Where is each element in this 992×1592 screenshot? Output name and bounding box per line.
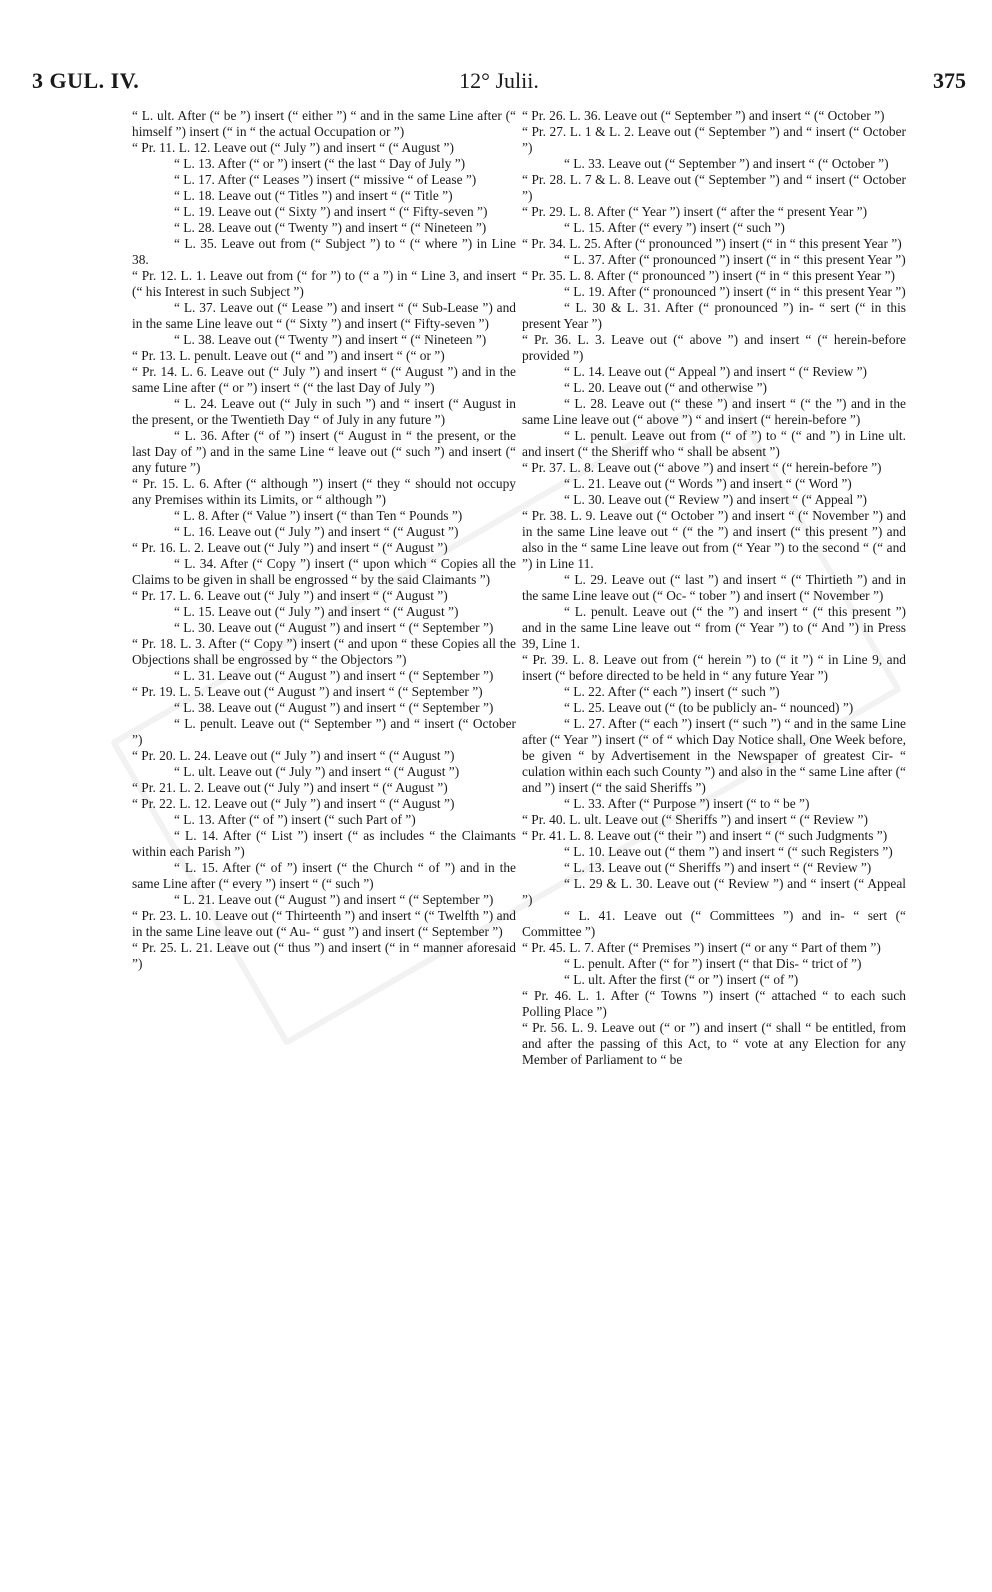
amendment-entry: “ L. 14. After (“ List ”) insert (“ as includes “ the Claimants within each Parish ”) <box>132 828 516 859</box>
amendment-entry: “ L. 18. Leave out (“ Titles ”) and insert “ (“ Title ”) <box>174 188 453 203</box>
amendment-entry: “ L. penult. Leave out (“ September ”) and “ insert (“ October ”) <box>132 716 516 747</box>
amendment-entry: “ Pr. 27. L. 1 & L. 2. Leave out (“ September ”) and “ insert (“ October ”) <box>522 124 906 155</box>
amendment-entry: “ L. 19. Leave out (“ Sixty ”) and insert “ (“ Fifty-seven ”) <box>174 204 488 219</box>
amendment-entry: “ Pr. 41. L. 8. Leave out (“ their ”) and insert “ (“ such Judgments ”) <box>522 828 888 843</box>
amendment-entry: “ Pr. 46. L. 1. After (“ Towns ”) insert (“ attached “ to each such Polling Place ”) <box>522 988 906 1019</box>
regnal-year: 3 GUL. IV. <box>32 68 140 93</box>
amendment-entry: “ L. 30. Leave out (“ August ”) and insert “ (“ September ”) <box>174 620 494 635</box>
amendment-entry: “ L. 33. Leave out (“ September ”) and insert “ (“ October ”) <box>564 156 889 171</box>
amendment-entry: “ L. 30 & L. 31. After (“ pronounced ”) in- “ sert (“ in this present Year ”) <box>522 300 906 331</box>
amendment-entry: “ L. 33. After (“ Purpose ”) insert (“ to “ be ”) <box>564 796 810 811</box>
amendment-entry: “ L. penult. After (“ for ”) insert (“ that Dis- “ trict of ”) <box>564 956 862 971</box>
amendment-entry: “ L. 15. Leave out (“ July ”) and insert “ (“ August ”) <box>174 604 459 619</box>
amendment-entry: “ L. 21. Leave out (“ Words ”) and insert “ (“ Word ”) <box>564 476 852 491</box>
amendment-entry: “ Pr. 37. L. 8. Leave out (“ above ”) and insert “ (“ herein-before ”) <box>522 460 882 475</box>
amendment-entry: “ L. 15. After (“ of ”) insert (“ the Church “ of ”) and in the same Line after (“ every ”) insert “ (“ such ”) <box>132 860 516 891</box>
amendment-entry: “ L. 20. Leave out (“ and otherwise ”) <box>564 380 768 395</box>
amendment-entry: “ L. ult. Leave out (“ July ”) and insert “ (“ August ”) <box>174 764 460 779</box>
amendment-entry: “ Pr. 12. L. 1. Leave out from (“ for ”) to (“ a ”) in “ Line 3, and insert (“ his Interest in such Subject ”) <box>132 268 516 299</box>
left-column <box>132 108 516 972</box>
amendment-entry: “ L. 14. Leave out (“ Appeal ”) and insert “ (“ Review ”) <box>564 364 868 379</box>
page-number: 375 <box>933 68 966 93</box>
amendment-entry: “ Pr. 17. L. 6. Leave out (“ July ”) and insert “ (“ August ”) <box>132 588 448 603</box>
amendment-entry: “ Pr. 11. L. 12. Leave out (“ July ”) and insert “ (“ August ”) <box>132 140 454 155</box>
amendment-entry: “ L. 35. Leave out from (“ Subject ”) to “ (“ where ”) in Line 38. <box>132 236 516 267</box>
amendment-entry: “ L. 29. Leave out (“ last ”) and insert “ (“ Thirtieth ”) and in the same Line leave out (“ Oc- “ tober ”) and insert (“ November ”) <box>522 572 906 603</box>
amendment-entry: “ Pr. 56. L. 9. Leave out (“ or ”) and insert (“ shall “ be entitled, from and after the passing of this Act, to “ vote at any Election for any Member of Parliament to “ be <box>522 1020 906 1067</box>
amendment-entry: “ Pr. 13. L. penult. Leave out (“ and ”) and insert “ (“ or ”) <box>132 348 445 363</box>
amendment-entry: “ L. 19. After (“ pronounced ”) insert (“ in “ this present Year ”) <box>564 284 906 299</box>
amendment-entry: “ L. 22. After (“ each ”) insert (“ such ”) <box>564 684 780 699</box>
amendment-entry: “ L. penult. Leave out from (“ of ”) to “ (“ and ”) in Line ult. and insert (“ the Sheriff who “ shall be absent ”) <box>522 428 906 459</box>
amendment-entry: “ Pr. 18. L. 3. After (“ Copy ”) insert (“ and upon “ these Copies all the Objections shall be engrossed by “ the Objectors ”) <box>132 636 516 667</box>
amendment-entry: “ Pr. 25. L. 21. Leave out (“ thus ”) and insert (“ in “ manner aforesaid ”) <box>132 940 516 971</box>
right-column <box>522 108 906 1068</box>
amendment-entry: “ L. ult. After (“ be ”) insert (“ either ”) “ and in the same Line after (“ himself ”) insert (“ in “ the actual Occupation or ”) <box>132 108 516 139</box>
amendment-entry: “ L. 8. After (“ Value ”) insert (“ than Ten “ Pounds ”) <box>174 508 463 523</box>
amendment-entry: “ Pr. 15. L. 6. After (“ although ”) insert (“ they “ should not occupy any Premises within its Limits, or “ although ”) <box>132 476 516 507</box>
amendment-entry: “ L. 15. After (“ every ”) insert (“ such ”) <box>564 220 785 235</box>
amendment-entry: “ Pr. 45. L. 7. After (“ Premises ”) insert (“ or any “ Part of them ”) <box>522 940 881 955</box>
amendment-entry: “ L. penult. Leave out (“ the ”) and insert “ (“ this present ”) and in the same Line leave out “ from (“ Year ”) to (“ And ”) in Press 39, Line 1. <box>522 604 906 651</box>
amendment-entry: “ Pr. 28. L. 7 & L. 8. Leave out (“ September ”) and “ insert (“ October ”) <box>522 172 906 203</box>
amendment-entry: “ L. 24. Leave out (“ July in such ”) and “ insert (“ August in the present, or the Twentieth Day “ of July in any future ”) <box>132 396 516 427</box>
amendment-entry: “ L. 41. Leave out (“ Committees ”) and in- “ sert (“ Committee ”) <box>522 908 906 939</box>
amendment-entry: “ Pr. 22. L. 12. Leave out (“ July ”) and insert “ (“ August ”) <box>132 796 455 811</box>
amendment-entry: “ L. 28. Leave out (“ Twenty ”) and insert “ (“ Nineteen ”) <box>174 220 487 235</box>
amendment-entry: “ L. 37. Leave out (“ Lease ”) and insert “ (“ Sub-Lease ”) and in the same Line leave out “ (“ Sixty ”) and insert (“ Fifty-seven ”) <box>132 300 516 331</box>
amendment-entry: “ L. 29 & L. 30. Leave out (“ Review ”) and “ insert (“ Appeal ”) <box>522 876 906 907</box>
amendment-entry: “ L. 16. Leave out (“ July ”) and insert “ (“ August ”) <box>174 524 459 539</box>
amendment-entry: “ L. 31. Leave out (“ August ”) and insert “ (“ September ”) <box>174 668 494 683</box>
amendment-entry: “ L. 21. Leave out (“ August ”) and insert “ (“ September ”) <box>174 892 494 907</box>
amendment-entry: “ Pr. 14. L. 6. Leave out (“ July ”) and insert “ (“ August ”) and in the same Line after (“ or ”) insert “ (“ the last Day of July ”) <box>132 364 516 395</box>
amendment-entry: “ Pr. 26. L. 36. Leave out (“ September ”) and insert “ (“ October ”) <box>522 108 885 123</box>
amendment-entry: “ L. 25. Leave out (“ (to be publicly an- “ nounced) ”) <box>564 700 854 715</box>
amendment-entry: “ Pr. 29. L. 8. After (“ Year ”) insert (“ after the “ present Year ”) <box>522 204 868 219</box>
amendment-entry: “ L. 13. Leave out (“ Sheriffs ”) and insert “ (“ Review ”) <box>564 860 872 875</box>
amendment-entry: “ Pr. 16. L. 2. Leave out (“ July ”) and insert “ (“ August ”) <box>132 540 448 555</box>
amendment-entry: “ L. 13. After (“ or ”) insert (“ the last “ Day of July ”) <box>174 156 466 171</box>
amendment-entry: “ L. 28. Leave out (“ these ”) and insert “ (“ the ”) and in the same Line leave out (“ above ”) “ and insert (“ herein-before ”) <box>522 396 906 427</box>
amendment-entry: “ Pr. 20. L. 24. Leave out (“ July ”) and insert “ (“ August ”) <box>132 748 455 763</box>
page-header <box>32 68 966 100</box>
amendment-entry: “ Pr. 21. L. 2. Leave out (“ July ”) and insert “ (“ August ”) <box>132 780 448 795</box>
amendment-entry: “ Pr. 23. L. 10. Leave out (“ Thirteenth ”) and insert “ (“ Twelfth ”) and in the same Line leave out (“ Au- “ gust ”) and insert (“ September ”) <box>132 908 516 939</box>
amendment-entry: “ Pr. 38. L. 9. Leave out (“ October ”) and insert “ (“ November ”) and in the same Line leave out “ (“ the ”) and insert (“ this present ”) and also in the “ same Line leave out from (“ Year ”) to the second “ (“ and ”) in Line 11. <box>522 508 906 571</box>
amendment-entry: “ L. 10. Leave out (“ them ”) and insert “ (“ such Registers ”) <box>564 844 893 859</box>
date-heading: 12° Julii. <box>459 68 539 93</box>
amendment-entry: “ Pr. 39. L. 8. Leave out from (“ herein ”) to (“ it ”) “ in Line 9, and insert (“ before directed to be held in “ any future Year ”) <box>522 652 906 683</box>
amendment-entry: “ Pr. 40. L. ult. Leave out (“ Sheriffs ”) and insert “ (“ Review ”) <box>522 812 868 827</box>
amendment-entry: “ L. 30. Leave out (“ Review ”) and insert “ (“ Appeal ”) <box>564 492 868 507</box>
amendment-entry: “ Pr. 19. L. 5. Leave out (“ August ”) and insert “ (“ September ”) <box>132 684 483 699</box>
amendment-entry: “ L. 27. After (“ each ”) insert (“ such ”) “ and in the same Line after (“ Year ”) insert (“ of “ which Day Notice shall, One Week before, be given “ by Advertisement in the Newspaper of greatest Cir- “ culation within each such County ”) and also in the “ same Line after (“ and ”) insert (“ the said Sheriffs ”) <box>522 716 906 795</box>
amendment-entry: “ L. 17. After (“ Leases ”) insert (“ missive “ of Lease ”) <box>174 172 477 187</box>
amendment-entry: “ Pr. 34. L. 25. After (“ pronounced ”) insert (“ in “ this present Year ”) <box>522 236 902 251</box>
amendment-entry: “ L. 34. After (“ Copy ”) insert (“ upon which “ Copies all the Claims to be given in shall be engrossed “ by the said Claimants ”) <box>132 556 516 587</box>
amendment-entry: “ L. 36. After (“ of ”) insert (“ August in “ the present, or the last Day of ”) and in the same Line “ leave out (“ such ”) and insert (“ any future ”) <box>132 428 516 475</box>
amendment-entry: “ L. 38. Leave out (“ Twenty ”) and insert “ (“ Nineteen ”) <box>174 332 487 347</box>
amendment-entry: “ L. ult. After the first (“ or ”) insert (“ of ”) <box>564 972 799 987</box>
amendment-entry: “ L. 37. After (“ pronounced ”) insert (“ in “ this present Year ”) <box>564 252 906 267</box>
amendment-entry: “ L. 13. After (“ of ”) insert (“ such Part of ”) <box>174 812 416 827</box>
amendment-entry: “ Pr. 35. L. 8. After (“ pronounced ”) insert (“ in “ this present Year ”) <box>522 268 895 283</box>
amendment-entry: “ Pr. 36. L. 3. Leave out (“ above ”) and insert “ (“ herein-before provided ”) <box>522 332 906 363</box>
amendment-entry: “ L. 38. Leave out (“ August ”) and insert “ (“ September ”) <box>174 700 494 715</box>
